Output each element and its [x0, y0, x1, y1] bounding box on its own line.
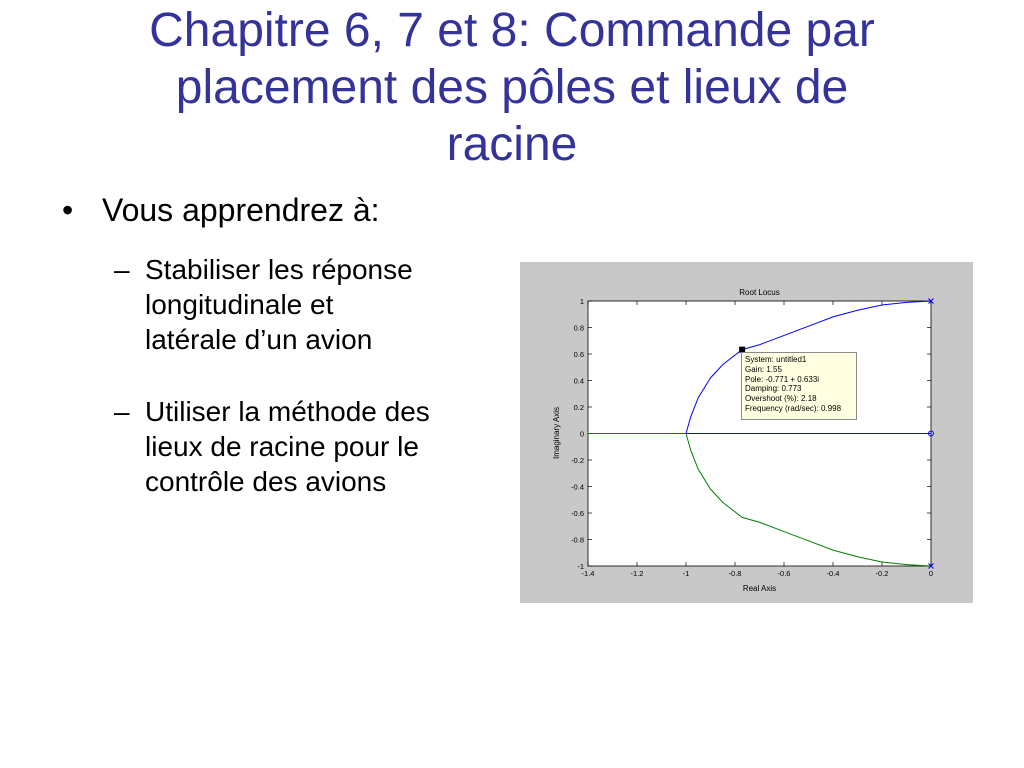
subbullet-item: [62, 394, 512, 499]
y-tick-label: 0: [579, 429, 584, 439]
datatip-line: System: untitled1: [745, 355, 807, 364]
bullet-marker: •: [62, 192, 74, 228]
subbullet-line: longitudinale et: [145, 289, 334, 320]
y-tick-label: -0.6: [571, 509, 584, 518]
x-tick-label: -1.4: [581, 569, 595, 578]
chart-title: Root Locus: [739, 288, 780, 297]
y-tick-label: 0.8: [573, 323, 584, 333]
y-axis-label: Imaginary Axis: [552, 406, 561, 460]
bullet-item: [62, 190, 512, 230]
datatip-line: Frequency (rad/sec): 0.998: [745, 403, 842, 413]
slide-title-line: placement des pôles et lieux de: [175, 61, 849, 114]
x-axis-label: Real Axis: [742, 584, 777, 593]
x-tick-label: -0.8: [728, 569, 742, 578]
y-tick-label: 1: [579, 297, 584, 306]
y-tick-label: -0.2: [571, 456, 584, 465]
y-tick-label: 0.2: [573, 403, 584, 412]
datatip-line: Pole: -0.771 + 0.633i: [745, 374, 820, 384]
dash-marker: –: [114, 254, 130, 285]
x-tick-label: -0.4: [826, 569, 840, 578]
y-tick-label: -0.8: [571, 535, 584, 545]
x-tick-label: -1.2: [630, 569, 644, 578]
bullet-list: [62, 190, 512, 499]
y-tick-label: 0.6: [573, 350, 584, 359]
slide-title: [40, 2, 984, 173]
subbullet-line: Stabiliser les réponse: [145, 254, 413, 285]
y-tick-label: -0.4: [571, 482, 584, 492]
datatip-line: Damping: 0.773: [745, 384, 802, 394]
x-tick-label: -1: [682, 569, 690, 578]
slide-title-line: racine: [446, 118, 578, 171]
slide-title-line: Chapitre 6, 7 et 8: Commande par: [149, 4, 875, 57]
subbullet-item: [62, 252, 512, 357]
y-tick-label: 0.4: [573, 376, 584, 386]
datatip-line: Gain: 1.55: [745, 364, 782, 374]
x-tick-label: -0.2: [875, 569, 889, 578]
root-locus-chart: [520, 262, 973, 603]
x-tick-label: 0: [928, 569, 934, 578]
subbullet-line: Utiliser la méthode des: [145, 396, 430, 427]
subbullet-line: latérale d’un avion: [145, 324, 373, 355]
x-tick-label: -0.6: [777, 569, 791, 578]
subbullet-line: contrôle des avions: [145, 466, 387, 497]
y-tick-label: -1: [577, 562, 584, 571]
subbullet-line: lieux de racine pour le: [145, 431, 419, 462]
dash-marker: –: [114, 396, 130, 427]
datatip: [741, 352, 857, 420]
bullet-text: Vous apprendrez à:: [102, 192, 380, 228]
root-locus-figure: [520, 262, 973, 603]
datatip-line: Overshoot (%): 2.18: [745, 394, 817, 404]
